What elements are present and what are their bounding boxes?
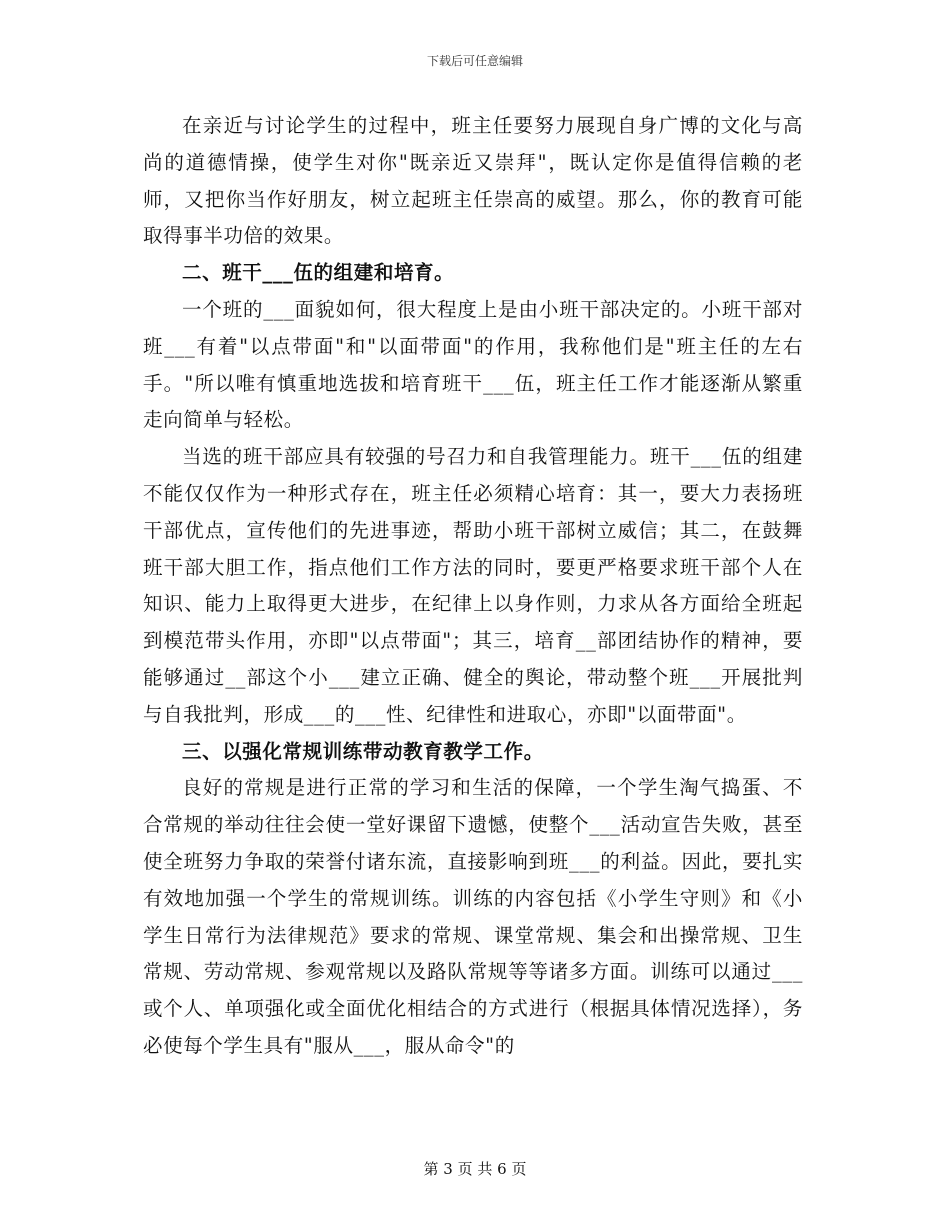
paragraph-2: 一个班的___面貌如何，很大程度上是由小班干部决定的。小班干部对班___有着"以点带面"和"以面带面"的作用，我称他们是"班主任的左右手。"所以唯有慎重地选拔和培育班干___伍，班主任工作才能逐渐从繁重走向简单与轻松。 xyxy=(143,297,803,432)
document-body xyxy=(143,108,803,1065)
paragraph-4: 良好的常规是进行正常的学习和生活的保障，一个学生淘气捣蛋、不合常规的举动往往会使一堂好课留下遗憾，使整个___活动宣告失败，甚至使全班努力争取的荣誉付诸东流，直接影响到班___的利益。因此，要扎实有效地加强一个学生的常规训练。训练的内容包括《小学生守则》和《小学生日常行为法律规范》要求的常规、课堂常规、集会和出操常规、卫生常规、劳动常规、参观常规以及路队常规等等诸多方面。训练可以通过___或个人、单项强化或全面优化相结合的方式进行（根据具体情况选择），务必使每个学生具有"服从___，服从命令"的 xyxy=(143,776,803,1057)
section-heading-3: 三、以强化常规训练带动教育教学工作。 xyxy=(182,739,544,763)
section-heading-2: 二、班干___伍的组建和培育。 xyxy=(182,261,455,285)
page-footer: 第 3 页 共 6 页 xyxy=(423,1160,527,1178)
page-header: 下载后可任意编辑 xyxy=(426,54,523,68)
paragraph-3: 当选的班干部应具有较强的号召力和自我管理能力。班干___伍的组建不能仅仅作为一种形式存在，班主任必须精心培育：其一，要大力表扬班干部优点，宣传他们的先进事迹，帮助小班干部树立威信；其二，在鼓舞班干部大胆工作，指点他们工作方法的同时，要更严格要求班干部个人在知识、能力上取得更大进步，在纪律上以身作则，力求从各方面给全班起到模范带头作用，亦即"以点带面"；其三，培育__部团结协作的精神，要能够通过__部这个小___建立正确、健全的舆论，带动整个班___开展批判与自我批判，形成___的___性、纪律性和进取心，亦即"以面带面"。 xyxy=(143,445,803,726)
paragraph-1: 在亲近与讨论学生的过程中，班主任要努力展现自身广博的文化与高尚的道德情操，使学生对你"既亲近又崇拜"，既认定你是值得信赖的老师，又把你当作好朋友，树立起班主任崇高的威望。那么，你的教育可能取得事半功倍的效果。 xyxy=(143,114,803,248)
